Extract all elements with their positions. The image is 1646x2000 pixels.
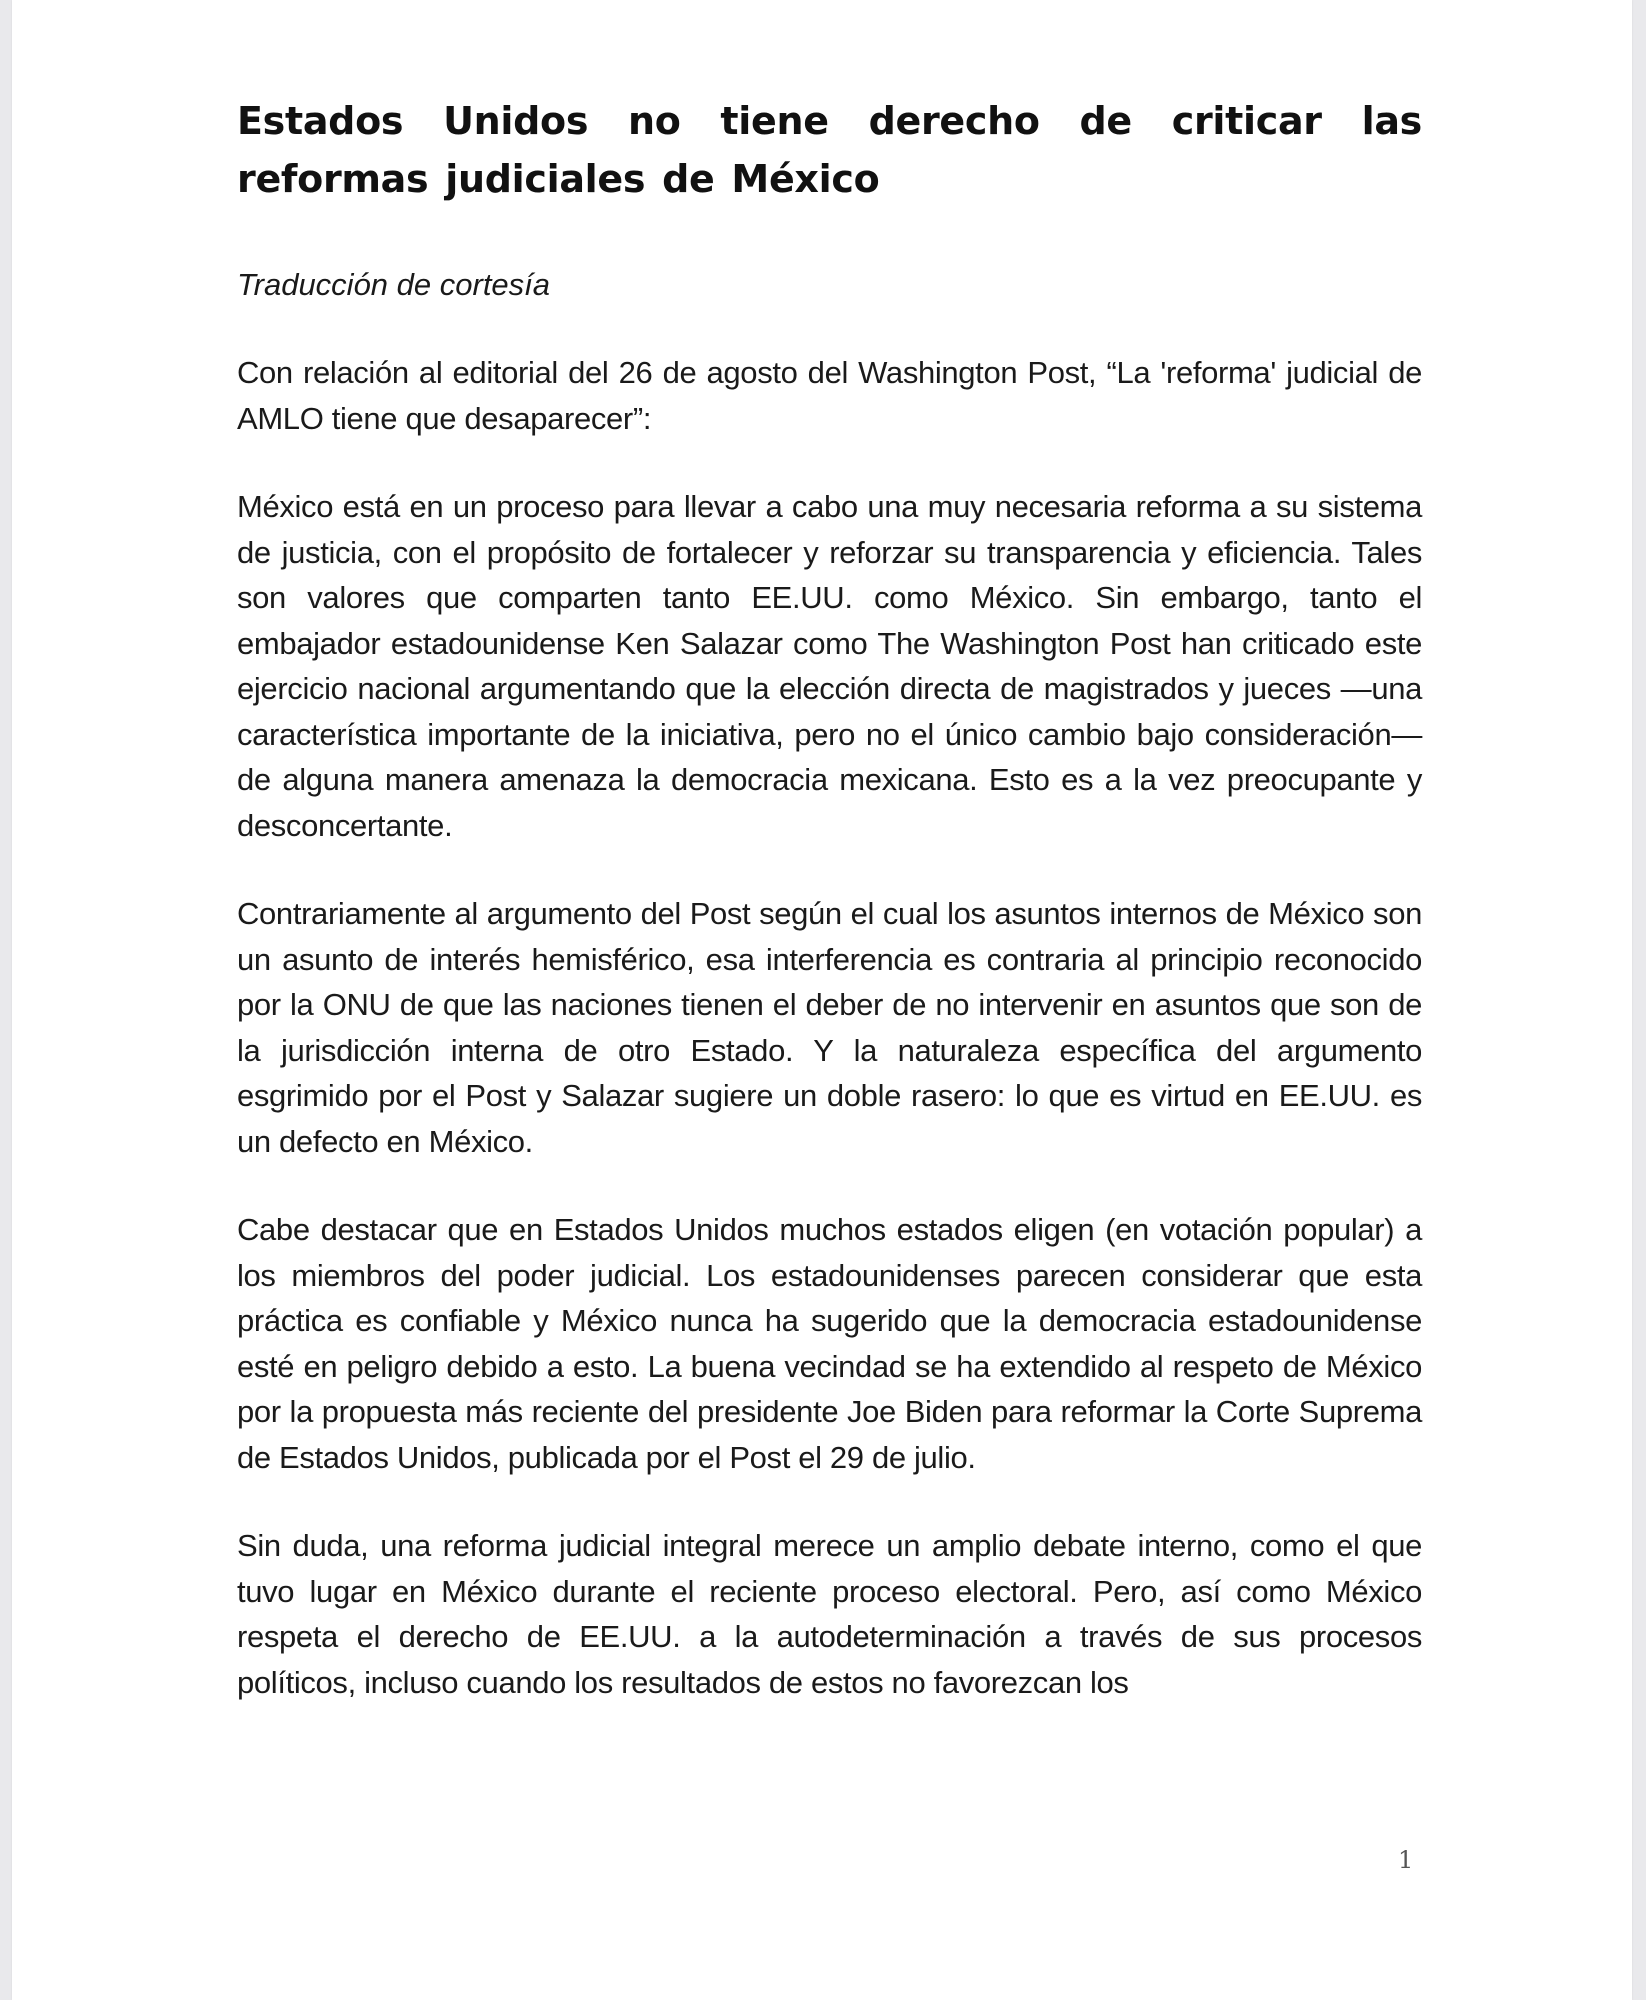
document-title: Estados Unidos no tiene derecho de criticar las reformas judiciales de México [237, 99, 1422, 201]
document-subtitle: Traducción de cortesía [237, 267, 551, 302]
paragraph: México está en un proceso para llevar a cabo una muy necesaria reforma a su sistema de justicia, con el propósito de fortalecer y reforzar su transparencia y eficiencia. Tales son valores que comparten tanto EE.UU. como México. Sin embargo, tanto el embajador estadounidense Ken Salazar como The Washington Post han criticado este ejercicio nacional argumentando que la elección directa de magistrados y jueces —una característica importante de la iniciativa, pero no el único cambio bajo consideración— de alguna manera amenaza la democracia mexicana. Esto es a la vez preocupante y desconcertante. [237, 489, 1422, 843]
page-number: 1 [1398, 1846, 1414, 1874]
paragraph-intro: Con relación al editorial del 26 de agosto del Washington Post, “La 'reforma' judicial de AMLO tiene que desaparecer”: [237, 355, 1422, 436]
paragraph: Sin duda, una reforma judicial integral merece un amplio debate interno, como el que tuvo lugar en México durante el reciente proceso electoral. Pero, así como México respeta el derecho de EE.UU. a la autodeterminación a través de sus procesos políticos, incluso cuando los resultados de estos no favorezcan los [237, 1528, 1422, 1700]
document-body [237, 92, 1422, 1705]
paragraph: Cabe destacar que en Estados Unidos muchos estados eligen (en votación popular) a los miembros del poder judicial. Los estadounidenses parecen considerar que esta práctica es confiable y México nunca ha sugerido que la democracia estadounidense esté en peligro debido a esto. La buena vecindad se ha extendido al respeto de México por la propuesta más reciente del presidente Joe Biden para reformar la Corte Suprema de Estados Unidos, publicada por el Post el 29 de julio. [237, 1212, 1422, 1475]
paragraph: Contrariamente al argumento del Post según el cual los asuntos internos de México son un asunto de interés hemisférico, esa interferencia es contraria al principio reconocido por la ONU de que las naciones tienen el deber de no intervenir en asuntos que son de la jurisdicción interna de otro Estado. Y la naturaleza específica del argumento esgrimido por el Post y Salazar sugiere un doble rasero: lo que es virtud en EE.UU. es un defecto en México. [237, 896, 1422, 1159]
document-page [12, 0, 1632, 2000]
